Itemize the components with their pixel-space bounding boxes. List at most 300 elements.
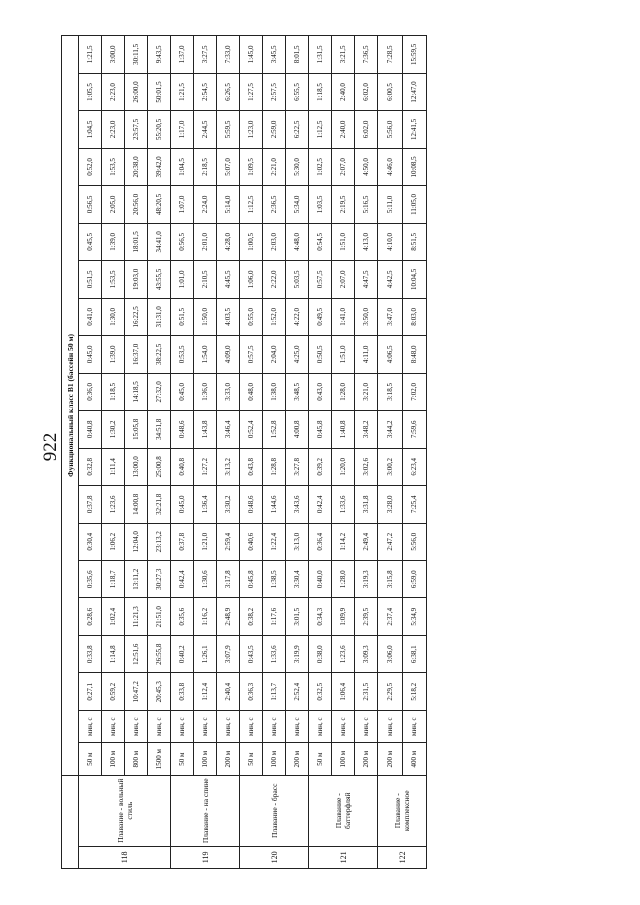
time-value-cell: 2:24,0 (194, 186, 217, 223)
time-value-cell: 31:31,0 (148, 298, 171, 335)
time-value-cell: 1:30,0 (102, 298, 125, 335)
time-value-cell: 2:05,0 (102, 186, 125, 223)
time-value-cell: 1:17,0 (171, 111, 194, 148)
discipline-name: Плавание - баттерфляй (309, 775, 378, 846)
time-value-cell: 1:12,5 (309, 111, 332, 148)
time-value-cell: 18:01,5 (125, 223, 148, 260)
time-value-cell: 2:48,9 (217, 598, 240, 635)
time-value-cell: 5:59,5 (217, 111, 240, 148)
standards-table (61, 35, 427, 869)
time-value-cell: 0:40,2 (171, 635, 194, 672)
time-value-cell: 9:43,5 (148, 36, 171, 74)
time-value-cell: 1:44,6 (263, 486, 286, 523)
time-value-cell: 3:44,2 (378, 411, 402, 448)
time-value-cell: 0:41,0 (79, 298, 102, 335)
time-value-cell: 3:19,9 (286, 635, 309, 672)
time-value-cell: 16:22,5 (125, 298, 148, 335)
time-value-cell: 2:52,4 (286, 673, 309, 710)
unit-cell: мин, с (194, 710, 217, 742)
time-value-cell: 1:18,7 (102, 561, 125, 598)
time-value-cell: 3:09,3 (355, 635, 378, 672)
table-row (332, 36, 355, 869)
table-row (79, 36, 102, 869)
time-value-cell: 23:57,5 (125, 111, 148, 148)
table-row (355, 36, 378, 869)
time-value-cell: 23:13,2 (148, 523, 171, 560)
time-value-cell: 4:25,0 (286, 336, 309, 373)
time-value-cell: 0:39,2 (309, 448, 332, 485)
time-value-cell: 5:56,0 (402, 523, 427, 560)
time-value-cell: 2:39,5 (355, 598, 378, 635)
unit-cell: мин, с (217, 710, 240, 742)
time-value-cell: 15:05,8 (125, 411, 148, 448)
time-value-cell: 3:00,0 (102, 36, 125, 74)
time-value-cell: 0:43,5 (240, 635, 263, 672)
time-value-cell: 1:36,4 (194, 486, 217, 523)
time-value-cell: 2:47,2 (378, 523, 402, 560)
time-value-cell: 6:55,5 (286, 73, 309, 110)
time-value-cell: 0:37,8 (171, 523, 194, 560)
time-value-cell: 1:31,5 (309, 36, 332, 74)
time-value-cell: 2:23,0 (102, 73, 125, 110)
time-value-cell: 0:40,6 (240, 523, 263, 560)
time-value-cell: 5:16,5 (355, 186, 378, 223)
time-value-cell: 0:48,0 (240, 373, 263, 410)
time-value-cell: 0:43,8 (240, 448, 263, 485)
time-value-cell: 1:26,1 (194, 635, 217, 672)
time-value-cell: 2:59,0 (263, 111, 286, 148)
time-value-cell: 0:43,0 (309, 373, 332, 410)
time-value-cell: 3:43,6 (286, 486, 309, 523)
time-value-cell: 5:14,0 (217, 186, 240, 223)
header-blank-cell (62, 775, 79, 868)
discipline-name: Плавание - на спине (171, 775, 240, 846)
time-value-cell: 0:38,0 (309, 635, 332, 672)
time-value-cell: 20:38,0 (125, 148, 148, 185)
time-value-cell: 8:48,0 (402, 336, 427, 373)
time-value-cell: 4:00,8 (286, 411, 309, 448)
unit-cell: мин, с (332, 710, 355, 742)
time-value-cell: 19:03,0 (125, 261, 148, 298)
time-value-cell: 2:49,4 (355, 523, 378, 560)
time-value-cell: 0:45,0 (171, 373, 194, 410)
time-value-cell: 1:30,2 (102, 411, 125, 448)
time-value-cell: 6:00,5 (378, 73, 402, 110)
distance-cell: 800 м (125, 743, 148, 775)
time-value-cell: 0:33,8 (79, 635, 102, 672)
time-value-cell: 2:40,0 (332, 73, 355, 110)
time-value-cell: 12:47,0 (402, 73, 427, 110)
table-row (240, 36, 263, 869)
time-value-cell: 0:52,4 (240, 411, 263, 448)
time-value-cell: 39:42,0 (148, 148, 171, 185)
distance-cell: 200 м (286, 743, 309, 775)
time-value-cell: 1:01,0 (171, 261, 194, 298)
time-value-cell: 3:17,8 (217, 561, 240, 598)
standards-table-body (62, 36, 427, 869)
time-value-cell: 1:13,7 (263, 673, 286, 710)
time-value-cell: 6:02,0 (355, 111, 378, 148)
distance-cell: 200 м (217, 743, 240, 775)
time-value-cell: 3:48,5 (286, 373, 309, 410)
distance-cell: 100 м (263, 743, 286, 775)
time-value-cell: 2:36,5 (263, 186, 286, 223)
time-value-cell: 3:21,5 (332, 36, 355, 74)
time-value-cell: 1:09,5 (240, 148, 263, 185)
time-value-cell: 0:48,6 (240, 486, 263, 523)
time-value-cell: 2:18,5 (194, 148, 217, 185)
time-value-cell: 1:18,5 (309, 73, 332, 110)
time-value-cell: 2:19,5 (332, 186, 355, 223)
time-value-cell: 2:21,0 (263, 148, 286, 185)
time-value-cell: 14:00,8 (125, 486, 148, 523)
time-value-cell: 1:21,5 (171, 73, 194, 110)
time-value-cell: 3:33,0 (217, 373, 240, 410)
time-value-cell: 4:10,0 (378, 223, 402, 260)
time-value-cell: 43:55,5 (148, 261, 171, 298)
time-value-cell: 1:50,0 (194, 298, 217, 335)
time-value-cell: 1:41,0 (332, 298, 355, 335)
time-value-cell: 4:50,0 (355, 148, 378, 185)
time-value-cell: 6:22,5 (286, 111, 309, 148)
time-value-cell: 2:07,0 (332, 261, 355, 298)
unit-cell: мин, с (402, 710, 427, 742)
time-value-cell: 8:03,0 (402, 298, 427, 335)
time-value-cell: 7:36,5 (355, 36, 378, 74)
table-row (194, 36, 217, 869)
time-value-cell: 2:03,0 (263, 223, 286, 260)
time-value-cell: 3:50,0 (355, 298, 378, 335)
time-value-cell: 21:51,0 (148, 598, 171, 635)
unit-cell: мин, с (148, 710, 171, 742)
time-value-cell: 5:34,9 (402, 598, 427, 635)
time-value-cell: 1:23,0 (240, 111, 263, 148)
time-value-cell: 1:33,6 (332, 486, 355, 523)
time-value-cell: 1:28,0 (332, 373, 355, 410)
class-header: Функциональный класс В1 (бассейн 50 м) (62, 36, 79, 776)
time-value-cell: 1:04,5 (171, 148, 194, 185)
time-value-cell: 4:42,5 (378, 261, 402, 298)
time-value-cell: 1:02,5 (309, 148, 332, 185)
distance-cell: 100 м (102, 743, 125, 775)
distance-cell: 50 м (309, 743, 332, 775)
time-value-cell: 0:45,8 (240, 561, 263, 598)
time-value-cell: 0:40,8 (171, 448, 194, 485)
time-value-cell: 2:10,5 (194, 261, 217, 298)
time-value-cell: 1:52,8 (263, 411, 286, 448)
time-value-cell: 8:51,5 (402, 223, 427, 260)
time-value-cell: 1:00,5 (240, 223, 263, 260)
time-value-cell: 0:59,2 (102, 673, 125, 710)
distance-cell: 400 м (402, 743, 427, 775)
time-value-cell: 1:06,4 (332, 673, 355, 710)
time-value-cell: 34:51,8 (148, 411, 171, 448)
time-value-cell: 2:01,0 (194, 223, 217, 260)
time-value-cell: 2:40,4 (217, 673, 240, 710)
time-value-cell: 5:56,0 (378, 111, 402, 148)
time-value-cell: 4:48,0 (286, 223, 309, 260)
time-value-cell: 1:07,0 (171, 186, 194, 223)
unit-cell: мин, с (378, 710, 402, 742)
time-value-cell: 1:40,8 (332, 411, 355, 448)
time-value-cell: 13:00,0 (125, 448, 148, 485)
distance-cell: 100 м (194, 743, 217, 775)
time-value-cell: 3:27,8 (286, 448, 309, 485)
time-value-cell: 1:27,5 (240, 73, 263, 110)
table-row (217, 36, 240, 869)
time-value-cell: 4:45,5 (217, 261, 240, 298)
time-value-cell: 20:45,3 (148, 673, 171, 710)
page-number: 922 (40, 432, 61, 462)
time-value-cell: 3:45,5 (263, 36, 286, 74)
time-value-cell: 3:02,6 (355, 448, 378, 485)
time-value-cell: 1:28,0 (332, 561, 355, 598)
time-value-cell: 3:30,4 (286, 561, 309, 598)
time-value-cell: 1:30,6 (194, 561, 217, 598)
rotated-table-container (61, 35, 427, 869)
table-row (125, 36, 148, 869)
time-value-cell: 0:42,4 (171, 561, 194, 598)
time-value-cell: 0:48,6 (171, 411, 194, 448)
time-value-cell: 2:44,5 (194, 111, 217, 148)
time-value-cell: 0:36,0 (79, 373, 102, 410)
time-value-cell: 2:04,0 (263, 336, 286, 373)
unit-cell: мин, с (355, 710, 378, 742)
time-value-cell: 30:11,5 (125, 36, 148, 74)
time-value-cell: 1:05,5 (79, 73, 102, 110)
time-value-cell: 1:51,0 (332, 223, 355, 260)
time-value-cell: 1:21,5 (79, 36, 102, 74)
time-value-cell: 3:18,5 (378, 373, 402, 410)
unit-cell: мин, с (309, 710, 332, 742)
time-value-cell: 1:04,5 (79, 111, 102, 148)
time-value-cell: 1:14,2 (332, 523, 355, 560)
time-value-cell: 0:52,0 (79, 148, 102, 185)
time-value-cell: 1:21,0 (194, 523, 217, 560)
time-value-cell: 3:28,0 (378, 486, 402, 523)
table-row (309, 36, 332, 869)
time-value-cell: 38:22,5 (148, 336, 171, 373)
time-value-cell: 1:09,9 (332, 598, 355, 635)
distance-cell: 50 м (240, 743, 263, 775)
time-value-cell: 12:51,6 (125, 635, 148, 672)
time-value-cell: 2:37,4 (378, 598, 402, 635)
time-value-cell: 5:34,0 (286, 186, 309, 223)
time-value-cell: 26:55,8 (148, 635, 171, 672)
time-value-cell: 1:38,0 (263, 373, 286, 410)
time-value-cell: 4:13,0 (355, 223, 378, 260)
time-value-cell: 1:45,0 (240, 36, 263, 74)
time-value-cell: 1:12,4 (194, 673, 217, 710)
unit-cell: мин, с (286, 710, 309, 742)
time-value-cell: 6:02,0 (355, 73, 378, 110)
time-value-cell: 4:09,0 (217, 336, 240, 373)
distance-cell: 200 м (355, 743, 378, 775)
time-value-cell: 0:32,8 (79, 448, 102, 485)
time-value-cell: 7:02,0 (402, 373, 427, 410)
time-value-cell: 5:30,0 (286, 148, 309, 185)
time-value-cell: 4:22,0 (286, 298, 309, 335)
time-value-cell: 1:37,0 (171, 36, 194, 74)
unit-cell: мин, с (240, 710, 263, 742)
time-value-cell: 5:11,0 (378, 186, 402, 223)
row-index: 119 (171, 846, 240, 868)
unit-cell: мин, с (263, 710, 286, 742)
time-value-cell: 4:11,0 (355, 336, 378, 373)
unit-cell: мин, с (79, 710, 102, 742)
time-value-cell: 0:35,6 (171, 598, 194, 635)
time-value-cell: 0:35,6 (79, 561, 102, 598)
time-value-cell: 3:19,3 (355, 561, 378, 598)
time-value-cell: 1:02,4 (102, 598, 125, 635)
time-value-cell: 27:32,0 (148, 373, 171, 410)
time-value-cell: 1:17,6 (263, 598, 286, 635)
row-index: 118 (79, 846, 171, 868)
time-value-cell: 0:50,5 (309, 336, 332, 373)
time-value-cell: 0:36,4 (309, 523, 332, 560)
time-value-cell: 7:33,0 (217, 36, 240, 74)
time-value-cell: 1:14,8 (102, 635, 125, 672)
discipline-name: Плавание - комплексное (378, 775, 427, 846)
time-value-cell: 0:30,4 (79, 523, 102, 560)
time-value-cell: 1:43,8 (194, 411, 217, 448)
time-value-cell: 3:27,5 (194, 36, 217, 74)
time-value-cell: 2:23,0 (102, 111, 125, 148)
time-value-cell: 1:28,8 (263, 448, 286, 485)
class-header-row (62, 36, 79, 869)
time-value-cell: 0:56,5 (171, 223, 194, 260)
table-row (102, 36, 125, 869)
time-value-cell: 20:56,0 (125, 186, 148, 223)
time-value-cell: 0:34,3 (309, 598, 332, 635)
time-value-cell: 0:28,6 (79, 598, 102, 635)
table-row (171, 36, 194, 869)
time-value-cell: 0:57,5 (240, 336, 263, 373)
time-value-cell: 6:59,0 (402, 561, 427, 598)
unit-cell: мин, с (171, 710, 194, 742)
row-index: 121 (309, 846, 378, 868)
time-value-cell: 5:18,2 (402, 673, 427, 710)
time-value-cell: 3:13,2 (217, 448, 240, 485)
time-value-cell: 13:11,2 (125, 561, 148, 598)
time-value-cell: 2:07,0 (332, 148, 355, 185)
time-value-cell: 30:27,3 (148, 561, 171, 598)
time-value-cell: 2:57,5 (263, 73, 286, 110)
time-value-cell: 1:39,0 (102, 223, 125, 260)
time-value-cell: 1:39,0 (102, 336, 125, 373)
time-value-cell: 1:23,6 (102, 486, 125, 523)
time-value-cell: 7:59,6 (402, 411, 427, 448)
time-value-cell: 1:12,5 (240, 186, 263, 223)
time-value-cell: 2:29,5 (378, 673, 402, 710)
time-value-cell: 0:27,1 (79, 673, 102, 710)
time-value-cell: 1:23,6 (332, 635, 355, 672)
table-row (378, 36, 402, 869)
time-value-cell: 12:41,5 (402, 111, 427, 148)
time-value-cell: 1:54,0 (194, 336, 217, 373)
table-row (263, 36, 286, 869)
time-value-cell: 1:06,2 (102, 523, 125, 560)
time-value-cell: 0:55,0 (240, 298, 263, 335)
time-value-cell: 48:20,5 (148, 186, 171, 223)
time-value-cell: 4:06,5 (378, 336, 402, 373)
time-value-cell: 3:01,5 (286, 598, 309, 635)
discipline-name: Плавание - вольный стиль (79, 775, 171, 846)
distance-cell: 50 м (171, 743, 194, 775)
time-value-cell: 3:47,0 (378, 298, 402, 335)
time-value-cell: 11:21,3 (125, 598, 148, 635)
time-value-cell: 55:20,5 (148, 111, 171, 148)
time-value-cell: 7:28,5 (378, 36, 402, 74)
time-value-cell: 0:45,8 (309, 411, 332, 448)
time-value-cell: 0:40,0 (309, 561, 332, 598)
time-value-cell: 2:54,5 (194, 73, 217, 110)
time-value-cell: 8:01,5 (286, 36, 309, 74)
time-value-cell: 0:51,5 (171, 298, 194, 335)
time-value-cell: 10:47,2 (125, 673, 148, 710)
time-value-cell: 0:53,5 (171, 336, 194, 373)
table-row (402, 36, 427, 869)
time-value-cell: 1:36,0 (194, 373, 217, 410)
time-value-cell: 1:16,2 (194, 598, 217, 635)
distance-cell: 200 м (378, 743, 402, 775)
distance-cell: 50 м (79, 743, 102, 775)
row-index: 122 (378, 846, 427, 868)
time-value-cell: 12:04,0 (125, 523, 148, 560)
time-value-cell: 16:37,0 (125, 336, 148, 373)
time-value-cell: 32:21,8 (148, 486, 171, 523)
time-value-cell: 3:21,0 (355, 373, 378, 410)
time-value-cell: 1:38,5 (263, 561, 286, 598)
time-value-cell: 0:51,5 (79, 261, 102, 298)
time-value-cell: 4:46,0 (378, 148, 402, 185)
time-value-cell: 4:03,5 (217, 298, 240, 335)
time-value-cell: 1:11,4 (102, 448, 125, 485)
time-value-cell: 0:56,5 (79, 186, 102, 223)
time-value-cell: 1:51,0 (332, 336, 355, 373)
table-row (148, 36, 171, 869)
time-value-cell: 1:53,5 (102, 148, 125, 185)
discipline-name: Плавание - брасс (240, 775, 309, 846)
time-value-cell: 0:37,8 (79, 486, 102, 523)
time-value-cell: 0:32,5 (309, 673, 332, 710)
time-value-cell: 0:45,5 (79, 223, 102, 260)
time-value-cell: 1:33,6 (263, 635, 286, 672)
time-value-cell: 2:22,0 (263, 261, 286, 298)
table-row (286, 36, 309, 869)
time-value-cell: 3:31,8 (355, 486, 378, 523)
time-value-cell: 0:33,8 (171, 673, 194, 710)
time-value-cell: 0:57,5 (309, 261, 332, 298)
time-value-cell: 3:30,2 (217, 486, 240, 523)
time-value-cell: 0:42,4 (309, 486, 332, 523)
unit-cell: мин, с (125, 710, 148, 742)
time-value-cell: 1:52,0 (263, 298, 286, 335)
time-value-cell: 3:46,4 (217, 411, 240, 448)
time-value-cell: 0:36,3 (240, 673, 263, 710)
time-value-cell: 6:23,4 (402, 448, 427, 485)
time-value-cell: 1:53,5 (102, 261, 125, 298)
time-value-cell: 0:49,5 (309, 298, 332, 335)
time-value-cell: 3:07,9 (217, 635, 240, 672)
distance-cell: 100 м (332, 743, 355, 775)
time-value-cell: 1:22,4 (263, 523, 286, 560)
time-value-cell: 3:00,2 (378, 448, 402, 485)
unit-cell: мин, с (102, 710, 125, 742)
time-value-cell: 50:01,5 (148, 73, 171, 110)
time-value-cell: 6:26,5 (217, 73, 240, 110)
time-value-cell: 10:04,5 (402, 261, 427, 298)
